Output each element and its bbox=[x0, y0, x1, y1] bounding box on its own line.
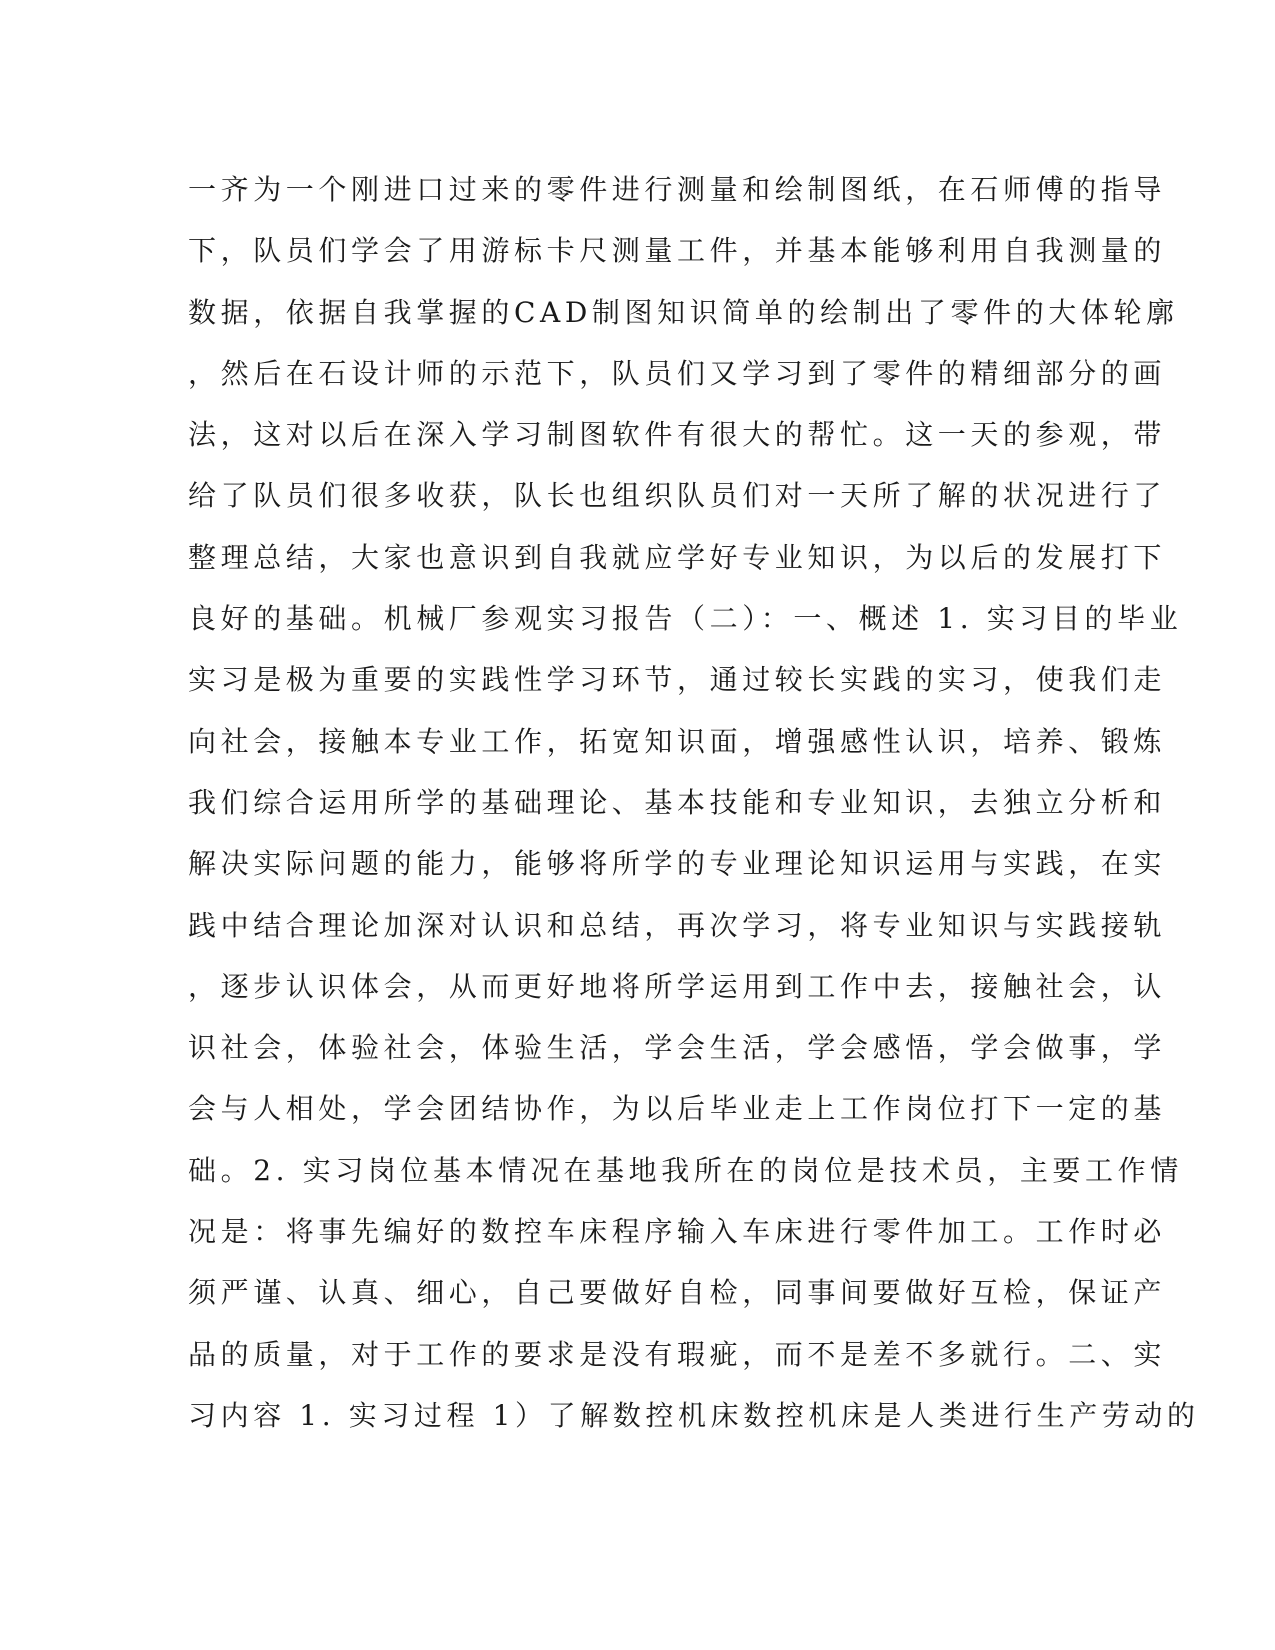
text-line: 识社会，体验社会，体验生活，学会生活，学会感悟，学会做事，学 bbox=[188, 1031, 1167, 1065]
text-line: 习内容 1. 实习过程 1）了解数控机床数控机床是人类进行生产劳动的 bbox=[188, 1398, 1200, 1432]
text-line: 良好的基础。机械厂参观实习报告（二）：一、概述 1. 实习目的毕业 bbox=[188, 602, 1183, 636]
text-line: 下，队员们学会了用游标卡尺测量工件，并基本能够利用自我测量的 bbox=[188, 234, 1167, 268]
text-line: ，然后在石设计师的示范下，队员们又学习到了零件的精细部分的画 bbox=[188, 356, 1167, 390]
text-line: 实习是极为重要的实践性学习环节，通过较长实践的实习，使我们走 bbox=[188, 663, 1167, 697]
text-line: 数据，依据自我掌握的CAD制图知识简单的绘制出了零件的大体轮廓 bbox=[188, 295, 1179, 329]
text-line: 况是：将事先编好的数控车床程序输入车床进行零件加工。工作时必 bbox=[188, 1215, 1167, 1249]
text-line: 践中结合理论加深对认识和总结，再次学习，将专业知识与实践接轨 bbox=[188, 908, 1167, 942]
text-line: 法，这对以后在深入学习制图软件有很大的帮忙。这一天的参观，带 bbox=[188, 418, 1167, 452]
text-line: 一齐为一个刚进口过来的零件进行测量和绘制图纸，在石师傅的指导 bbox=[188, 173, 1167, 206]
text-line: ，逐步认识体会，从而更好地将所学运用到工作中去，接触社会，认 bbox=[188, 969, 1167, 1003]
text-line: 我们综合运用所学的基础理论、基本技能和专业知识，去独立分析和 bbox=[188, 785, 1167, 819]
text-line: 向社会，接触本专业工作，拓宽知识面，增强感性认识，培养、锻炼 bbox=[188, 724, 1167, 758]
body-text bbox=[188, 159, 1200, 1446]
text-line: 须严谨、认真、细心，自己要做好自检，同事间要做好互检，保证产 bbox=[188, 1276, 1167, 1310]
text-line: 会与人相处，学会团结协作，为以后毕业走上工作岗位打下一定的基 bbox=[188, 1092, 1167, 1126]
text-line: 给了队员们很多收获，队长也组织队员们对一天所了解的状况进行了 bbox=[188, 479, 1167, 513]
text-line: 解决实际问题的能力，能够将所学的专业理论知识运用与实践，在实 bbox=[188, 847, 1167, 881]
text-line: 整理总结，大家也意识到自我就应学好专业知识，为以后的发展打下 bbox=[188, 540, 1167, 574]
text-line: 品的质量，对于工作的要求是没有瑕疵，而不是差不多就行。二、实 bbox=[188, 1337, 1167, 1371]
text-line: 础。2. 实习岗位基本情况在基地我所在的岗位是技术员，主要工作情 bbox=[188, 1153, 1183, 1187]
